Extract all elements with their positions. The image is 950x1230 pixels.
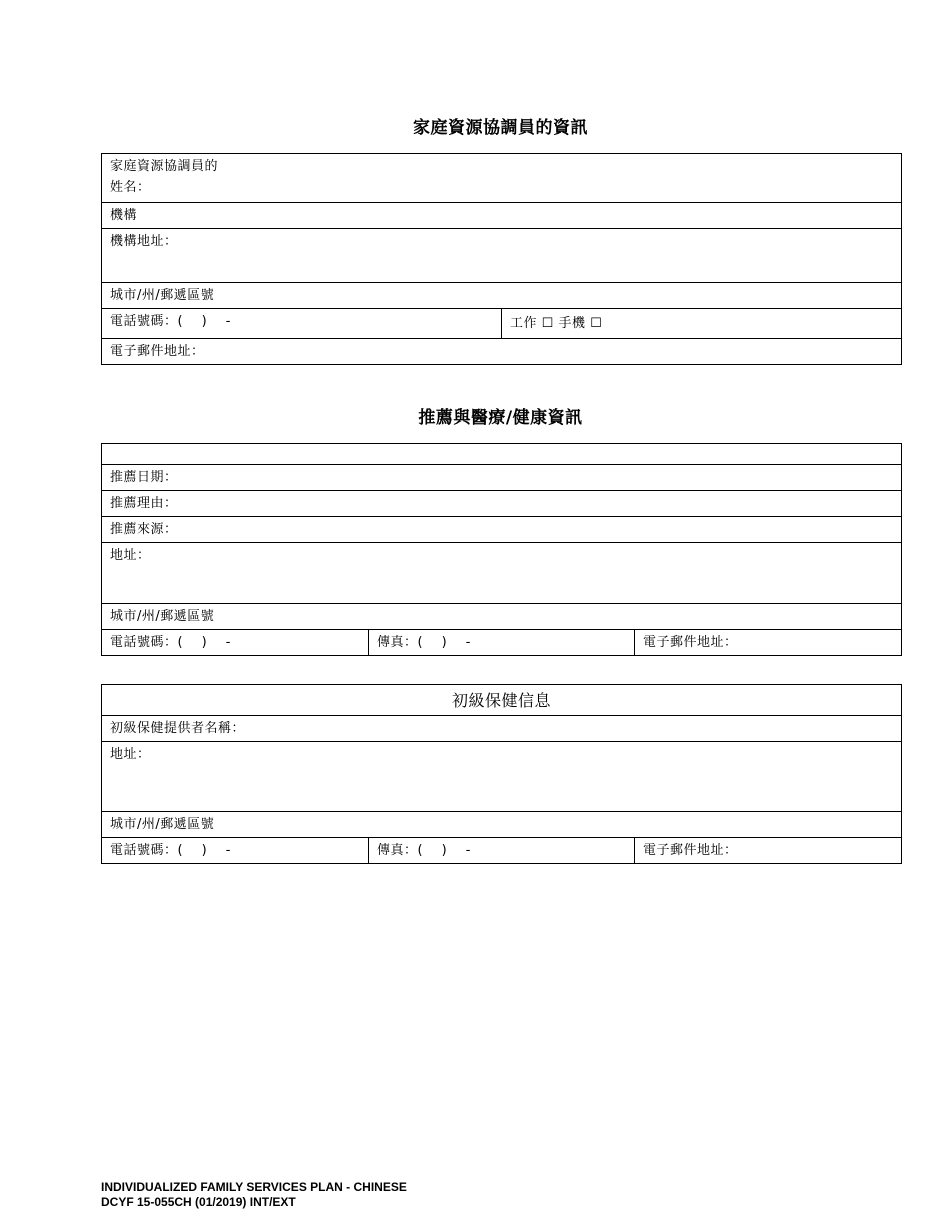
email-field[interactable] — [635, 838, 902, 864]
address-field[interactable] — [102, 742, 902, 812]
referral-info-table — [101, 443, 902, 656]
agency-field[interactable] — [102, 203, 902, 229]
referral-source-field[interactable] — [102, 517, 902, 543]
footer-form-title: INDIVIDUALIZED FAMILY SERVICES PLAN - CHINESE — [101, 1180, 407, 1194]
referral-date-label: 推薦日期： — [110, 470, 178, 485]
referral-date-field[interactable] — [102, 465, 902, 491]
phone-label: 電話號碼：( ) - — [110, 843, 231, 858]
section2-title: 推薦與醫療/健康資訊 — [418, 408, 583, 428]
work-checkbox[interactable]: ☐ — [541, 316, 554, 331]
city-state-zip-label: 城市/州/郵遞區號 — [110, 609, 215, 624]
agency-address-label: 機構地址： — [110, 234, 178, 249]
phone-field[interactable] — [102, 309, 502, 339]
fax-field[interactable] — [369, 838, 635, 864]
phone-label: 電話號碼：( ) - — [110, 314, 231, 329]
mobile-checkbox[interactable]: ☐ — [590, 316, 603, 331]
city-state-zip-field[interactable] — [102, 604, 902, 630]
city-state-zip-field[interactable] — [102, 283, 902, 309]
phone-type-options — [502, 309, 902, 339]
phone-field[interactable] — [102, 630, 369, 656]
referral-source-label: 推薦來源： — [110, 522, 178, 537]
coordinator-name-label-2: 姓名： — [110, 180, 151, 195]
email-field[interactable] — [635, 630, 902, 656]
footer-form-number: DCYF 15-055CH (01/2019) INT/EXT — [101, 1195, 296, 1209]
coordinator-name-field[interactable] — [102, 154, 902, 203]
coordinator-info-table — [101, 153, 902, 365]
address-label: 地址： — [110, 747, 151, 762]
section1-title: 家庭資源協調員的資訊 — [413, 118, 588, 138]
blank-row[interactable] — [102, 444, 902, 465]
provider-name-field[interactable] — [102, 716, 902, 742]
fax-field[interactable] — [369, 630, 635, 656]
referral-reason-field[interactable] — [102, 491, 902, 517]
agency-address-field[interactable] — [102, 229, 902, 283]
phone-field[interactable] — [102, 838, 369, 864]
email-label: 電子郵件地址： — [110, 344, 205, 359]
provider-name-label: 初級保健提供者名稱： — [110, 721, 246, 736]
form-footer — [101, 1180, 407, 1210]
address-field[interactable] — [102, 543, 902, 604]
city-state-zip-field[interactable] — [102, 812, 902, 838]
address-label: 地址： — [110, 548, 151, 563]
email-label: 電子郵件地址： — [643, 843, 738, 858]
work-label: 工作 — [510, 316, 538, 331]
agency-label: 機構 — [110, 208, 138, 223]
phone-label: 電話號碼：( ) - — [110, 635, 231, 650]
mobile-label: 手機 — [558, 316, 586, 331]
fax-label: 傳真：( ) - — [377, 635, 471, 650]
section3-title: 初級保健信息 — [102, 685, 902, 716]
email-label: 電子郵件地址： — [643, 635, 738, 650]
primary-care-table — [101, 684, 902, 864]
referral-reason-label: 推薦理由： — [110, 496, 178, 511]
fax-label: 傳真：( ) - — [377, 843, 471, 858]
city-state-zip-label: 城市/州/郵遞區號 — [110, 817, 215, 832]
city-state-zip-label: 城市/州/郵遞區號 — [110, 288, 215, 303]
email-field[interactable] — [102, 339, 902, 365]
coordinator-name-label-1: 家庭資源協調員的 — [110, 159, 219, 174]
